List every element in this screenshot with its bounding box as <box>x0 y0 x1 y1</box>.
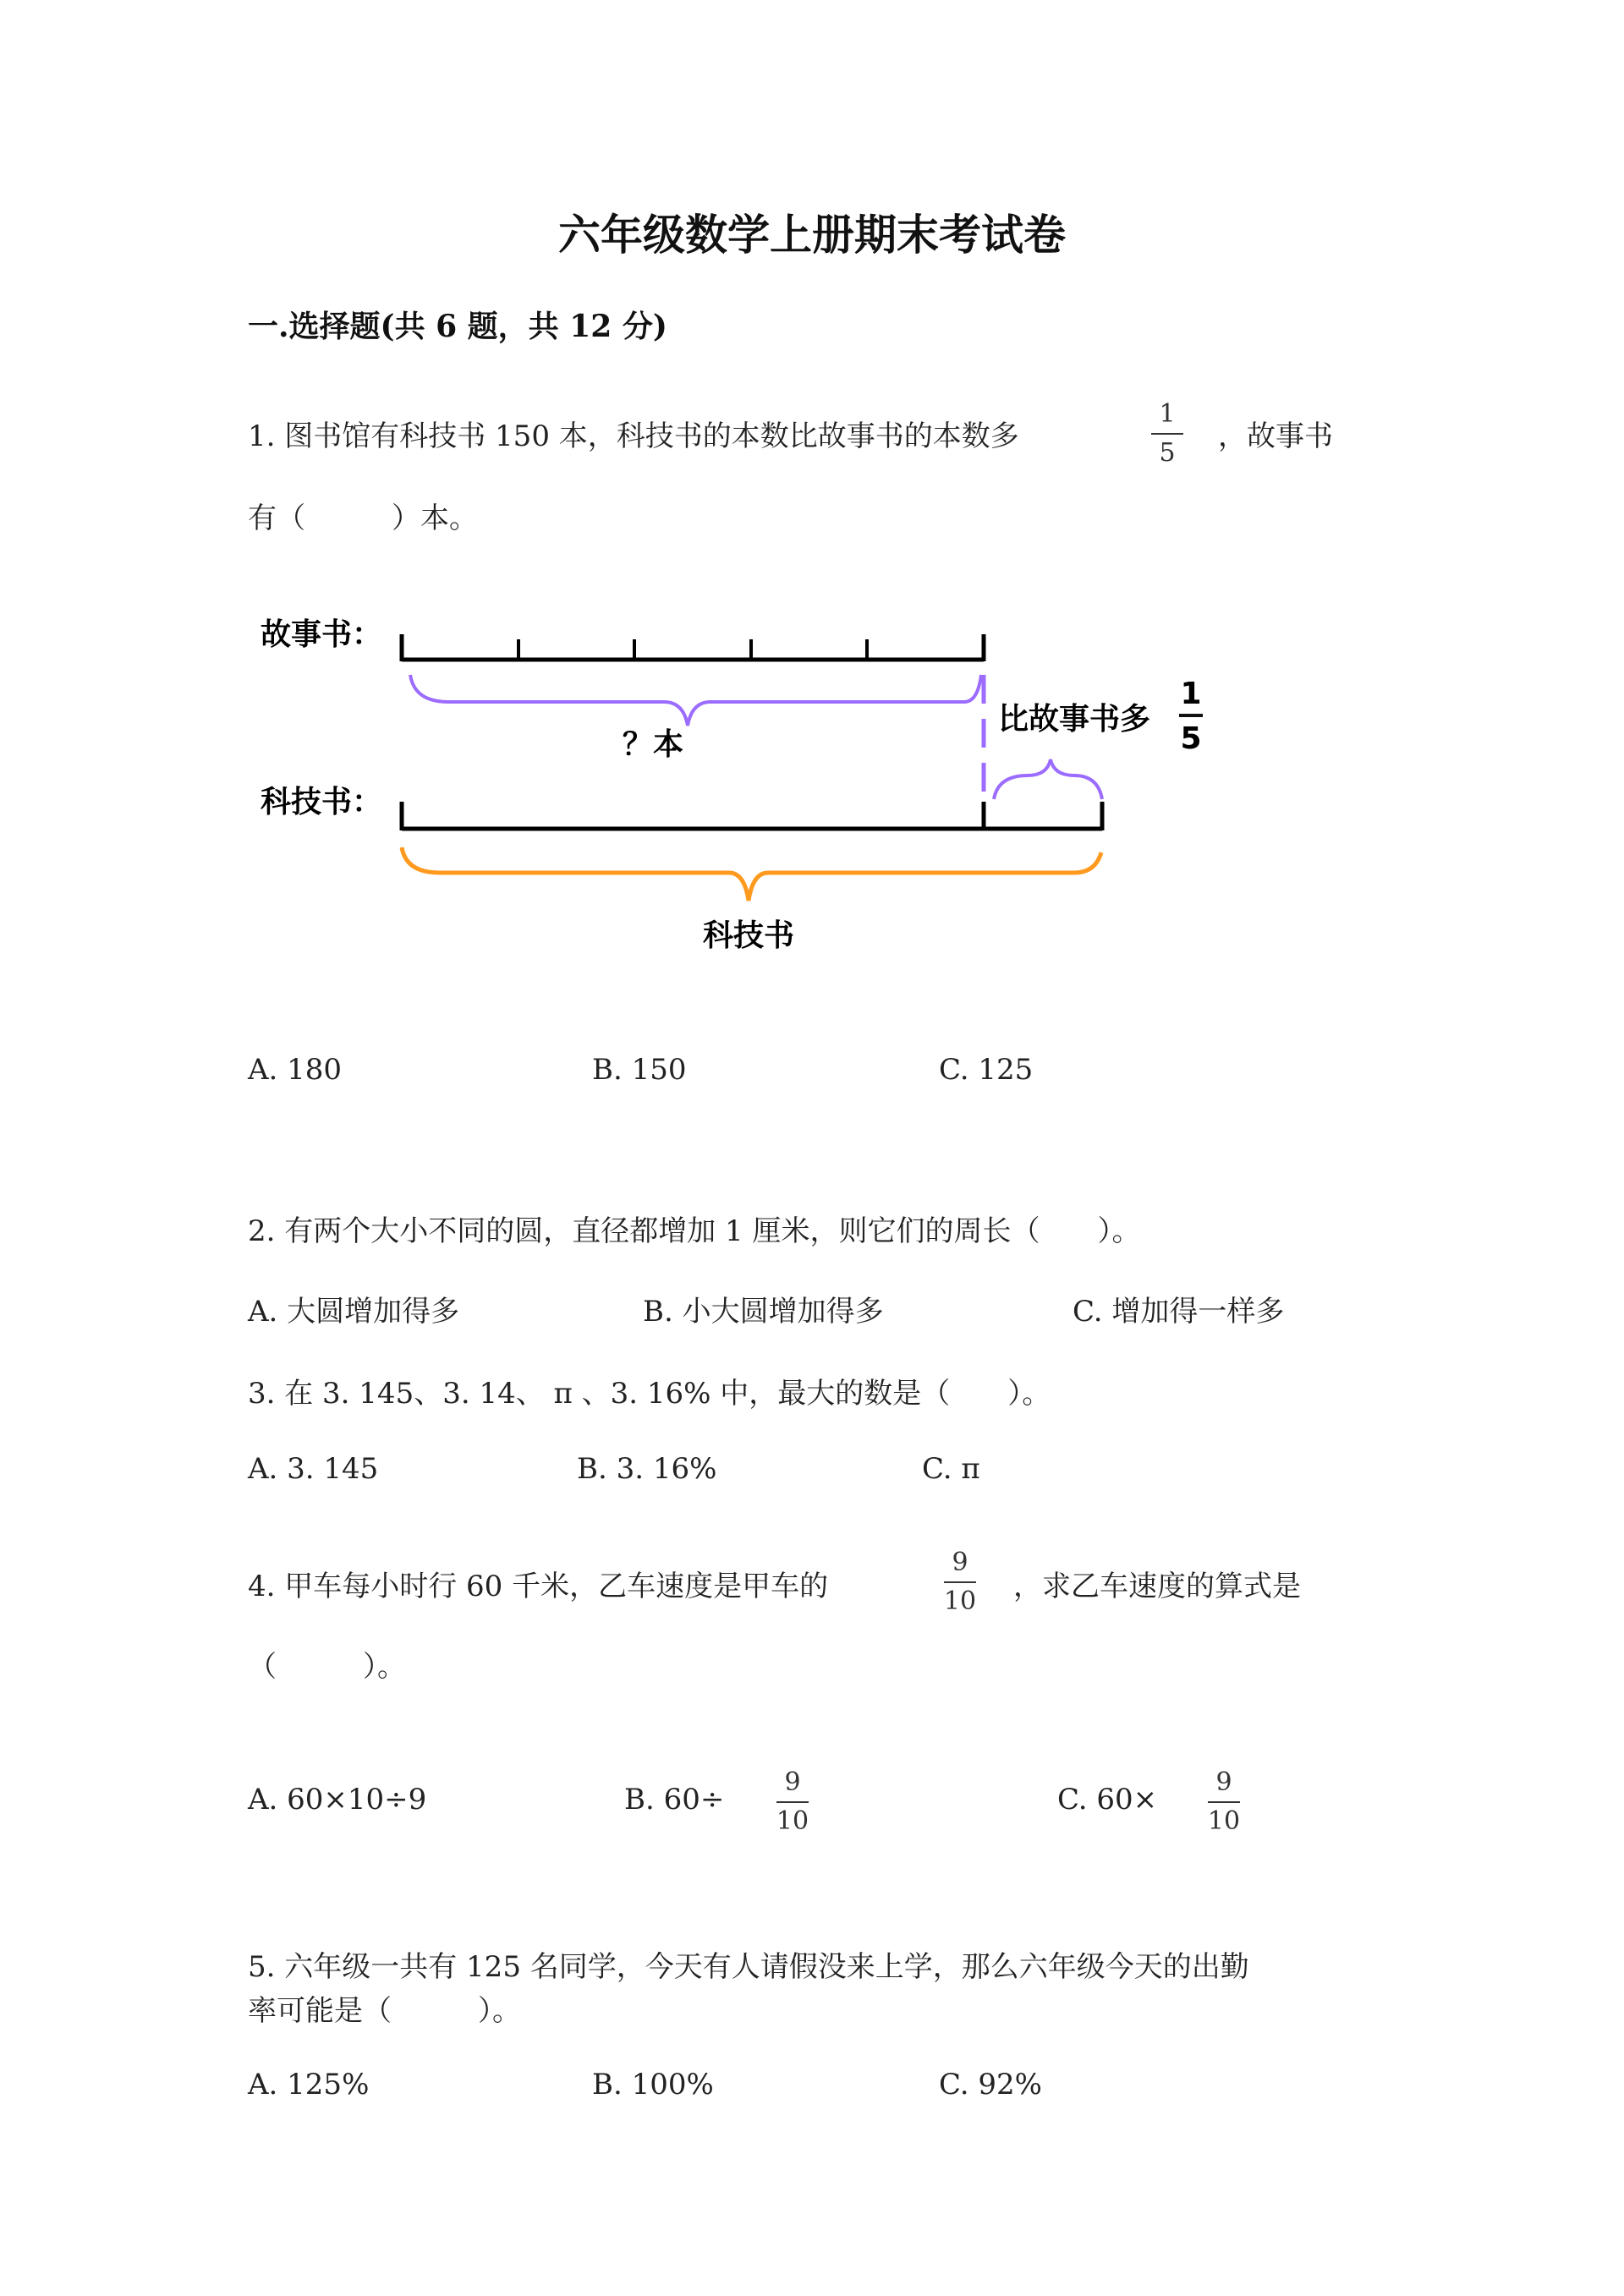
q3-option-a[interactable]: A. 3. 145 <box>248 1452 379 1486</box>
diagram-label-more: 比故事书多 <box>998 702 1151 737</box>
segment-diagram <box>237 575 1252 981</box>
fraction-numerator: 9 <box>784 1767 801 1797</box>
question-2-text: 2. 有两个大小不同的圆，直径都增加 1 厘米，则它们的周长（ ）。 <box>248 1214 1141 1248</box>
q2-option-a[interactable]: A. 大圆增加得多 <box>248 1295 460 1329</box>
q5-option-c[interactable]: C. 92% <box>939 2068 1042 2101</box>
q4-option-c-fraction <box>1203 1766 1245 1838</box>
extra-brace <box>994 759 1102 799</box>
q4-option-a[interactable]: A. 60×10÷9 <box>248 1783 427 1817</box>
diagram-label-story: 故事书： <box>261 617 383 652</box>
q4-option-b[interactable]: B. 60÷ <box>624 1783 725 1817</box>
page-title: 六年级数学上册期末考试卷 <box>558 210 1066 260</box>
question-4-fraction <box>939 1546 981 1619</box>
fraction-bar <box>1208 1801 1240 1803</box>
q4-option-b-fraction <box>771 1766 814 1838</box>
question-5-text-cont: 率可能是（ ）。 <box>248 1994 521 2028</box>
fraction-bar <box>776 1801 809 1803</box>
q5-option-a[interactable]: A. 125% <box>248 2068 370 2101</box>
fraction-bar <box>944 1581 976 1583</box>
q4-option-c[interactable]: C. 60× <box>1057 1783 1158 1817</box>
question-1-text: 1. 图书馆有科技书 150 本，科技书的本数比故事书的本数多 <box>248 419 1019 453</box>
question-5-text: 5. 六年级一共有 125 名同学，今天有人请假没来上学，那么六年级今天的出勤 <box>248 1950 1249 1984</box>
question-4-text: 4. 甲车每小时行 60 千米，乙车速度是甲车的 <box>248 1570 829 1603</box>
more-frac-den: 5 <box>1180 721 1202 756</box>
fraction-denominator: 10 <box>1207 1806 1241 1836</box>
section-heading: 一.选择题(共 6 题，共 12 分) <box>248 309 667 344</box>
q1-option-c[interactable]: C. 125 <box>939 1053 1034 1087</box>
story-brace <box>410 675 981 726</box>
tech-brace <box>402 847 1101 901</box>
diagram-label-tech: 科技书： <box>261 785 383 819</box>
fraction-numerator: 9 <box>952 1548 968 1577</box>
q2-option-b[interactable]: B. 小大圆增加得多 <box>643 1295 884 1329</box>
diagram-label-question: ？本 <box>622 727 684 762</box>
fraction-numerator: 1 <box>1159 399 1176 429</box>
fraction-denominator: 10 <box>776 1806 809 1836</box>
q1-option-b[interactable]: B. 150 <box>592 1053 687 1087</box>
diagram-label-tech-bottom: 科技书 <box>702 918 795 953</box>
question-1-text-cont: ，故事书 <box>1218 419 1333 453</box>
fraction-denominator: 5 <box>1159 438 1176 468</box>
question-3-text: 3. 在 3. 145、3. 14、 π 、3. 16% 中，最大的数是（ ）。 <box>248 1377 1051 1411</box>
question-4-blank: （ ）。 <box>248 1650 406 1684</box>
fraction-numerator: 9 <box>1215 1767 1232 1797</box>
q3-option-c[interactable]: C. π <box>922 1452 980 1486</box>
question-1-blank: 有（ ）本。 <box>248 501 478 535</box>
fraction-bar <box>1151 433 1183 435</box>
more-frac-num: 1 <box>1180 677 1202 711</box>
q1-option-a[interactable]: A. 180 <box>248 1053 343 1087</box>
q5-option-b[interactable]: B. 100% <box>592 2068 714 2101</box>
q3-option-b[interactable]: B. 3. 16% <box>577 1452 717 1486</box>
question-1-fraction <box>1146 397 1188 470</box>
q2-option-c[interactable]: C. 增加得一样多 <box>1073 1295 1285 1329</box>
question-4-text-cont: ，求乙车速度的算式是 <box>1013 1570 1301 1603</box>
fraction-denominator: 10 <box>943 1586 977 1616</box>
